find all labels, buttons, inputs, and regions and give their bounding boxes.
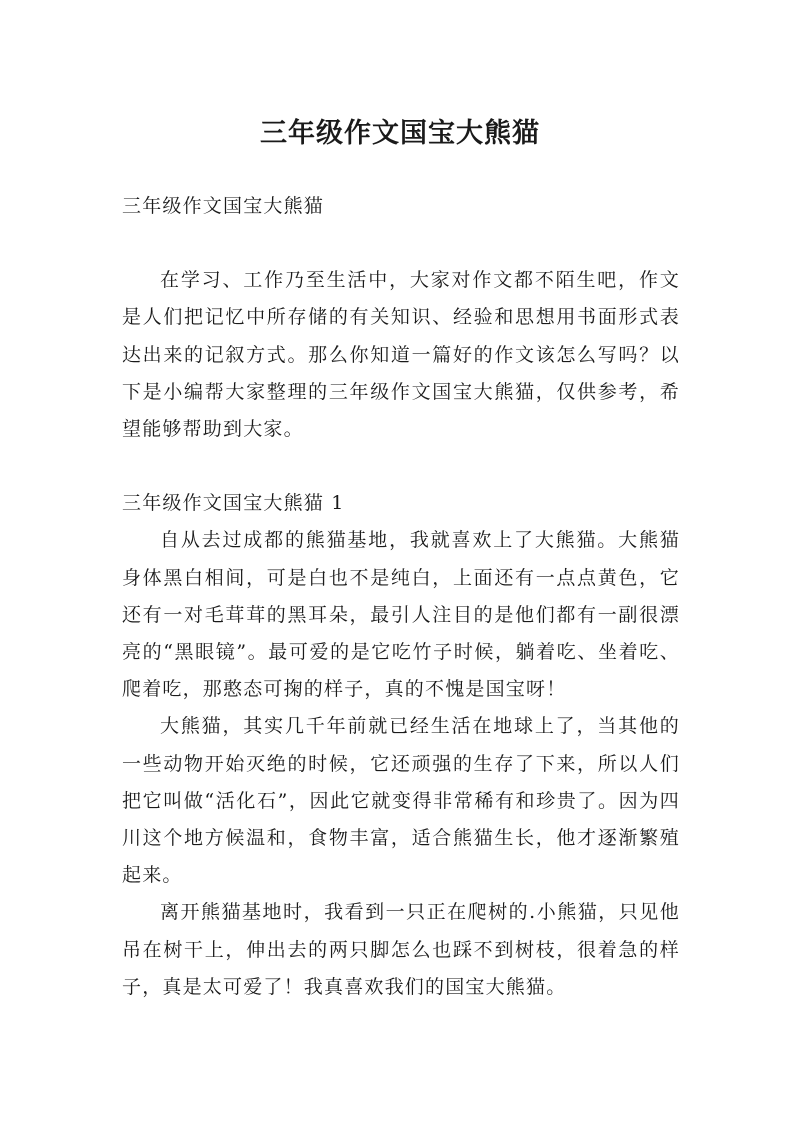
intro-paragraph: 在学习、工作乃至生活中，大家对作文都不陌生吧，作文是人们把记忆中所存储的有关知识、经验和思想用书面形式表达出来的记叙方式。那么你知道一篇好的作文该怎么写吗？以下是小编帮大家整理的三年级作文国宝大熊猫，仅供参考，希望能够帮助到大家。 xyxy=(122,269,680,441)
essay-paragraph: 大熊猫，其实几千年前就已经生活在地球上了，当其他的一些动物开始灭绝的时候，它还顽强的生存了下来，所以人们把它叫做“活化石”，因此它就变得非常稀有和珍贵了。因为四川这个地方候温和，食物丰富，适合熊猫生长，他才逐渐繁殖起来。 xyxy=(122,715,680,887)
essay-paragraph: 自从去过成都的熊猫基地，我就喜欢上了大熊猫。大熊猫身体黑白相间，可是白也不是纯白，上面还有一点点黄色，它还有一对毛茸茸的黑耳朵，最引人注目的是他们都有一副很漂亮的“黑眼镜”。最可爱的是它吃竹子时候，躺着吃、坐着吃、爬着吃，那憨态可掬的样子，真的不愧是国宝呀！ xyxy=(122,529,680,701)
essay-section xyxy=(122,485,680,1006)
section-heading: 三年级作文国宝大熊猫 1 xyxy=(122,492,345,515)
document-subtitle: 三年级作文国宝大熊猫 xyxy=(122,195,325,217)
essay-paragraph: 离开熊猫基地时，我看到一只正在爬树的.小熊猫，只见他吊在树干上，伸出去的两只脚怎么也踩不到树枝，很着急的样子，真是太可爱了！我真喜欢我们的国宝大熊猫。 xyxy=(122,901,680,998)
document-title: 三年级作文国宝大熊猫 xyxy=(260,118,540,150)
document-body xyxy=(122,188,680,1006)
